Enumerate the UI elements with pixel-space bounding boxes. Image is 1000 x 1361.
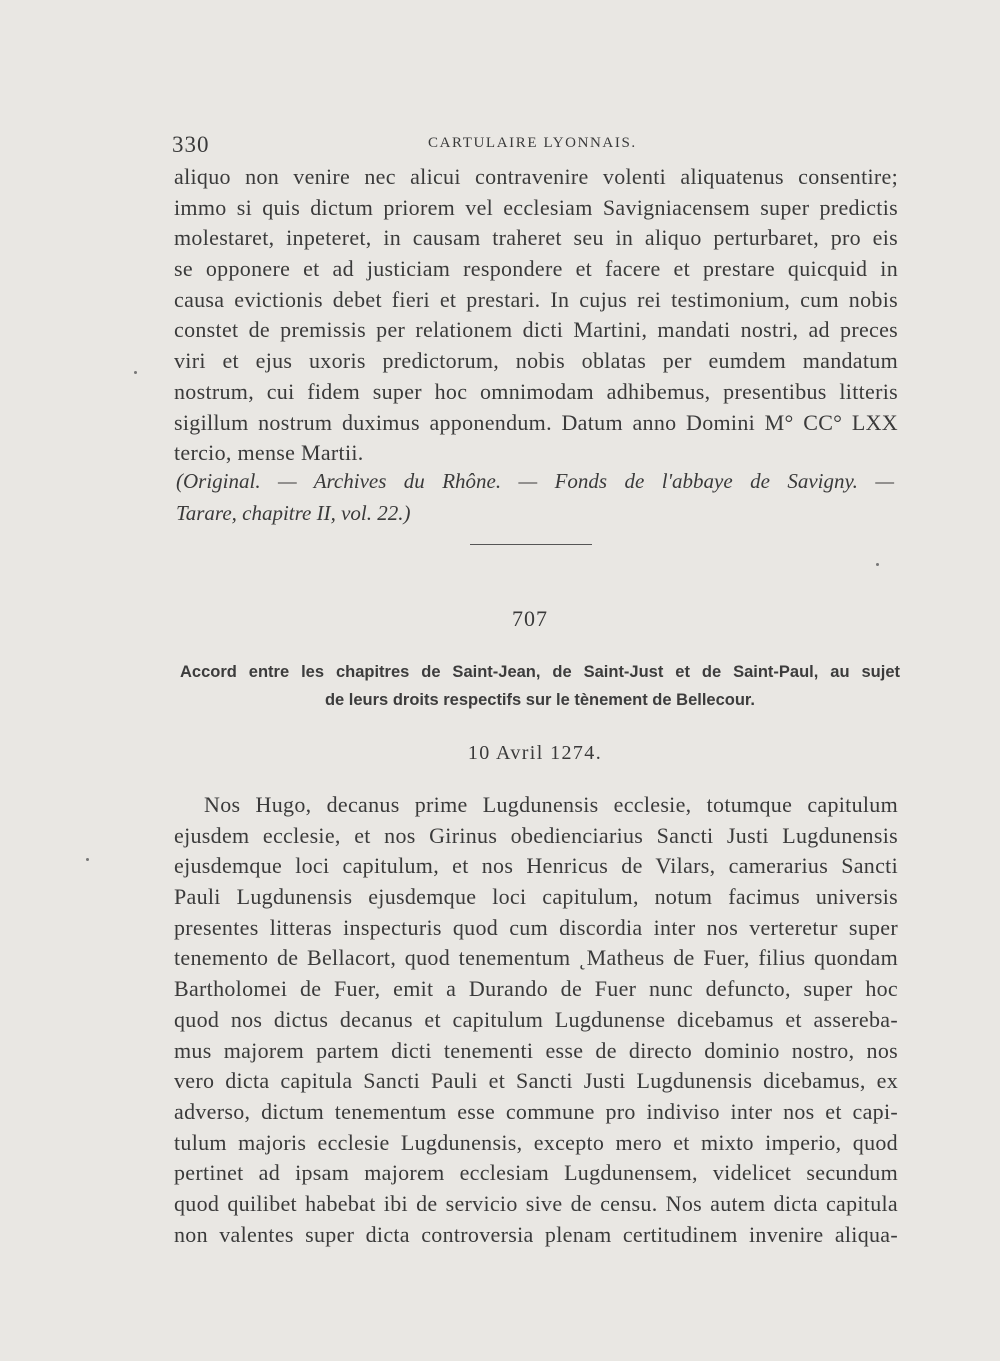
running-head bbox=[172, 132, 892, 158]
paragraph-continued bbox=[174, 162, 898, 469]
document-heading bbox=[180, 658, 900, 714]
text-line: ejusdemque loci capitulum, et nos Henricus de Vilars, camerarius Sancti bbox=[174, 853, 898, 879]
citation-line: (Original. — Archives du Rhône. — Fonds de l'abbaye de Savigny. — bbox=[176, 469, 894, 493]
text-line: se opponere et ad justiciam respondere et facere et prestare quicquid in bbox=[174, 256, 898, 282]
citation-line: Tarare, chapitre II, vol. 22.) bbox=[176, 501, 411, 525]
text-line: non valentes super dicta controversia plenam certitudinem invenire aliqua- bbox=[174, 1221, 898, 1247]
page-number: 330 bbox=[172, 132, 210, 157]
text-line: nostrum, cui fidem super hoc omnimodam adhibemus, presentibus litteris bbox=[174, 378, 898, 404]
text-line: constet de premissis per relationem dicti Martini, mandati nostri, ad preces bbox=[174, 317, 898, 343]
text-line: tulum majoris ecclesie Lugdunensis, excepto mero et mixto imperio, quod bbox=[174, 1129, 898, 1155]
text-line: quod quilibet habebat ibi de servicio sive de censu. Nos autem dicta capitula bbox=[174, 1190, 898, 1216]
text-line: Nos Hugo, decanus prime Lugdunensis ecclesie, totumque capitulum bbox=[204, 792, 898, 817]
paper-speck bbox=[134, 371, 137, 374]
text-line: viri et ejus uxoris predictorum, nobis oblatas per eumdem mandatum bbox=[174, 348, 898, 374]
text-line: vero dicta capitula Sancti Pauli et Sancti Justi Lugdunensis dicebamus, ex bbox=[174, 1068, 898, 1094]
section-divider bbox=[470, 544, 592, 545]
document-date: 10 Avril 1274. bbox=[467, 742, 603, 764]
paper-speck bbox=[876, 563, 879, 566]
text-line: tenemento de Bellacort, quod tenementum ˛Matheus de Fuer, filius quondam bbox=[174, 945, 898, 971]
text-line: presentes litteras inspecturis quod cum discordia inter nos verteretur super bbox=[174, 914, 898, 940]
text-line: pertinet ad ipsam majorem ecclesiam Lugdunensem, videlicet secundum bbox=[174, 1160, 898, 1186]
text-line: immo si quis dictum priorem vel ecclesiam Savigniacensem super predictis bbox=[174, 194, 898, 220]
document-number: 707 bbox=[512, 606, 548, 631]
text-line: ejusdem ecclesie, et nos Girinus obedienciarius Sancti Justi Lugdunensis bbox=[174, 822, 898, 848]
text-line: Pauli Lugdunensis ejusdemque loci capitulum, notum facimus universis bbox=[174, 884, 898, 910]
heading-line: de leurs droits respectifs sur le tènement de Bellecour. bbox=[324, 691, 756, 709]
text-line: mus majorem partem dicti tenementi esse de directo dominio nostro, nos bbox=[174, 1037, 898, 1063]
running-title: CARTULAIRE LYONNAIS. bbox=[428, 135, 637, 151]
text-line: tercio, mense Martii. bbox=[174, 440, 364, 466]
heading-line: Accord entre les chapitres de Saint-Jean, de Saint-Just et de Saint-Paul, au sujet bbox=[180, 663, 900, 681]
text-line: molestaret, inpeteret, in causam traheret seu in aliquo perturbaret, pro eis bbox=[174, 225, 898, 251]
text-line: sigillum nostrum duximus apponendum. Datum anno Domini M° CC° LXX bbox=[174, 409, 898, 435]
source-citation bbox=[176, 465, 894, 529]
text-line: aliquo non venire nec alicui contravenire volenti aliquatenus consentire; bbox=[174, 164, 898, 189]
document-text bbox=[174, 790, 898, 1250]
text-line: adverso, dictum tenementum esse commune pro indiviso inter nos et capi- bbox=[174, 1098, 898, 1124]
text-line: quod nos dictus decanus et capitulum Lugdunense dicebamus et assereba- bbox=[174, 1006, 898, 1032]
text-line: Bartholomei de Fuer, emit a Durando de Fuer nunc defuncto, super hoc bbox=[174, 976, 898, 1002]
paper-speck bbox=[86, 858, 89, 861]
text-line: causa evictionis debet fieri et prestari. In cujus rei testimonium, cum nobis bbox=[174, 286, 898, 312]
